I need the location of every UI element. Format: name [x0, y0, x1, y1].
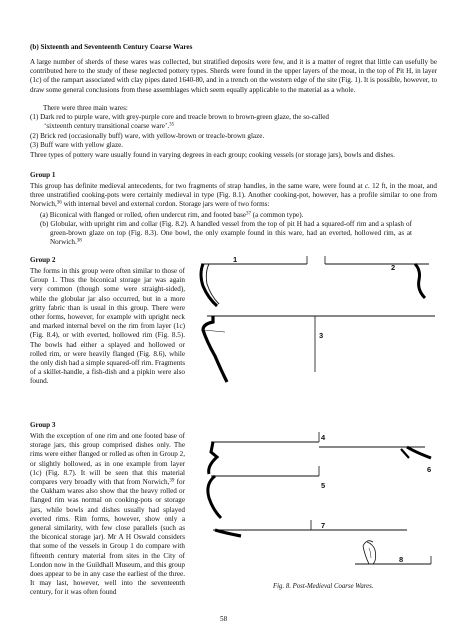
footnote-ref-38: 38	[76, 238, 82, 244]
profile-5	[208, 466, 319, 518]
profile-label-2: 2	[391, 263, 396, 272]
profile-8	[355, 541, 431, 564]
intro-paragraph: A large number of sherds of these wares was collected, but stratified deposits were few, and it is a matter of regret that little can usefully be contributed here to the study of these neglected pottery types. Sherds were found in the upper layers of the moat, in the top of Pit H, in layer (1c) of the rampart associated with clay pipes dated 1640-80, and in a trench on the western edge of the site (Fig. 1). It is possible, however, to draw some general conclusions from these assemblages which seem equally applicable to the material as a whole.	[30, 58, 438, 94]
group-3-heading: Group 3	[30, 421, 56, 429]
pottery-profiles-figure	[195, 252, 437, 597]
profile-1	[201, 256, 307, 306]
page-number: 58	[220, 615, 228, 624]
item-b-text: (b) Globular, with upright rim and collar (Fig. 8.2). A handled vessel from the top of pit H had a squared-off rim and a splash of green-brown glaze on top (Fig. 8.3). One bowl, the only example found in this ware, had an everted, hollowed rim, as at Norwich.	[40, 220, 412, 247]
item-a-text: (a) Biconical with flanged or rolled, often undercut rim, and footed base	[40, 211, 247, 219]
footnote-ref-39: 39	[169, 478, 175, 484]
footnote-ref-36: 36	[56, 200, 62, 206]
profile-label-8: 8	[399, 555, 404, 564]
profile-label-6: 6	[427, 465, 432, 474]
group-3-paragraph	[30, 432, 185, 598]
group-3-text-a: With the exception of one rim and one footed base of storage jars, this group comprised dishes only. The rims were either flanged or rolled as often in Group 2, or slightly hollowed, as in one example from layer (1c) (Fig. 8.7). It will be seen that this material compares very broadly with that from Norwich,	[30, 432, 185, 487]
three-types-paragraph: Three types of pottery ware usually found in varying degrees in each group; cooking vessels (or storage jars), bowls and dishes.	[30, 151, 395, 159]
profile-label-5: 5	[321, 481, 326, 490]
ware-2: (2) Brick red (occasionally buff) ware, with yellow-brown or treacle-brown glaze.	[30, 132, 265, 140]
group-1-text-end: with internal bevel and external cordon. Storage jars were of two forms:	[61, 200, 270, 209]
profile-3	[203, 316, 435, 382]
ware-1-text: (1) Dark red to purple ware, with grey-purple core and treacle brown to brown-green glaze, the so-called	[30, 113, 329, 121]
profile-label-3: 3	[319, 331, 324, 340]
ware-3: (3) Buff ware with yellow glaze.	[30, 141, 124, 149]
group-1-text-a: This group has definite medieval antecedents, for two fragments of strap handles, in the same ware, were found at	[30, 182, 363, 190]
group-1-heading: Group 1	[30, 171, 56, 179]
circa-abbrev: c.	[364, 182, 370, 190]
wares-intro: There were three main wares:	[43, 104, 128, 112]
profile-label-1: 1	[233, 255, 238, 264]
figure-caption: Fig. 8. Post-Medieval Coarse Wares.	[273, 582, 374, 590]
group-2-paragraph: The forms in this group were often similar to those of Group 1. Thus the biconical storage jar was again very common (though some were straight-sided), while the globular jar also occurred, but in a more gritty fabric than is usual in this group. There were other forms, however, for example with upright neck and marked internal bevel on the rim from layer (1c) (Fig. 8.4), or with everted, hollowed rim (Fig. 8.5). The bowls had either a splayed and hollowed or rolled rim, or were heavily flanged (Fig. 8.6), while the only dish had a simple squared-off rim. Fragments of a skillet-handle, a fish-dish and a pipkin were also found.	[30, 267, 185, 386]
profile-2	[325, 256, 429, 298]
profile-label-4: 4	[321, 433, 326, 442]
item-a-end: (a common type).	[251, 211, 304, 219]
profile-4	[209, 432, 319, 474]
group-1-text-b: 12 ft, in the moat, and three unstratified cooking-pots were certainly medieval in type (Fig. 8.1). Another cooking-pot, however, has a profile similar to one from Norwich,	[30, 182, 437, 209]
ware-1	[30, 113, 437, 131]
group-3-text-b: for the Oakham wares also show that the heavy rolled or flanged rim was normal on cooking-pots or storage jars, while bowls and dishes usually had splayed everted rims. Rim forms, however, show only a general similarity, with few close parallels (such as the biconical storage jar). Mr A H Oswald considers that some of the vessels in Group 1 do compare with fifteenth century material from sites in the City of London now in the Guildhall Museum, and this group does appear to be in any case the earliest of the three. It may last, however, well into the seventeenth century, for it was often found	[30, 478, 185, 597]
section-title: (b) Sixteenth and Seventeenth Century Coarse Wares	[30, 43, 193, 51]
group-1-paragraph	[30, 182, 437, 210]
profile-6	[319, 447, 431, 458]
footnote-ref-35: 35	[169, 122, 175, 128]
profile-7	[213, 520, 407, 536]
ware-1-continuation: ‘sixteenth century transitional coarse ware’.	[44, 122, 170, 131]
group-1-item-a	[38, 211, 449, 220]
footnote-ref-37: 37	[246, 211, 252, 217]
profile-label-7: 7	[321, 521, 326, 530]
group-1-item-b	[38, 220, 412, 248]
group-2-heading: Group 2	[30, 256, 56, 264]
